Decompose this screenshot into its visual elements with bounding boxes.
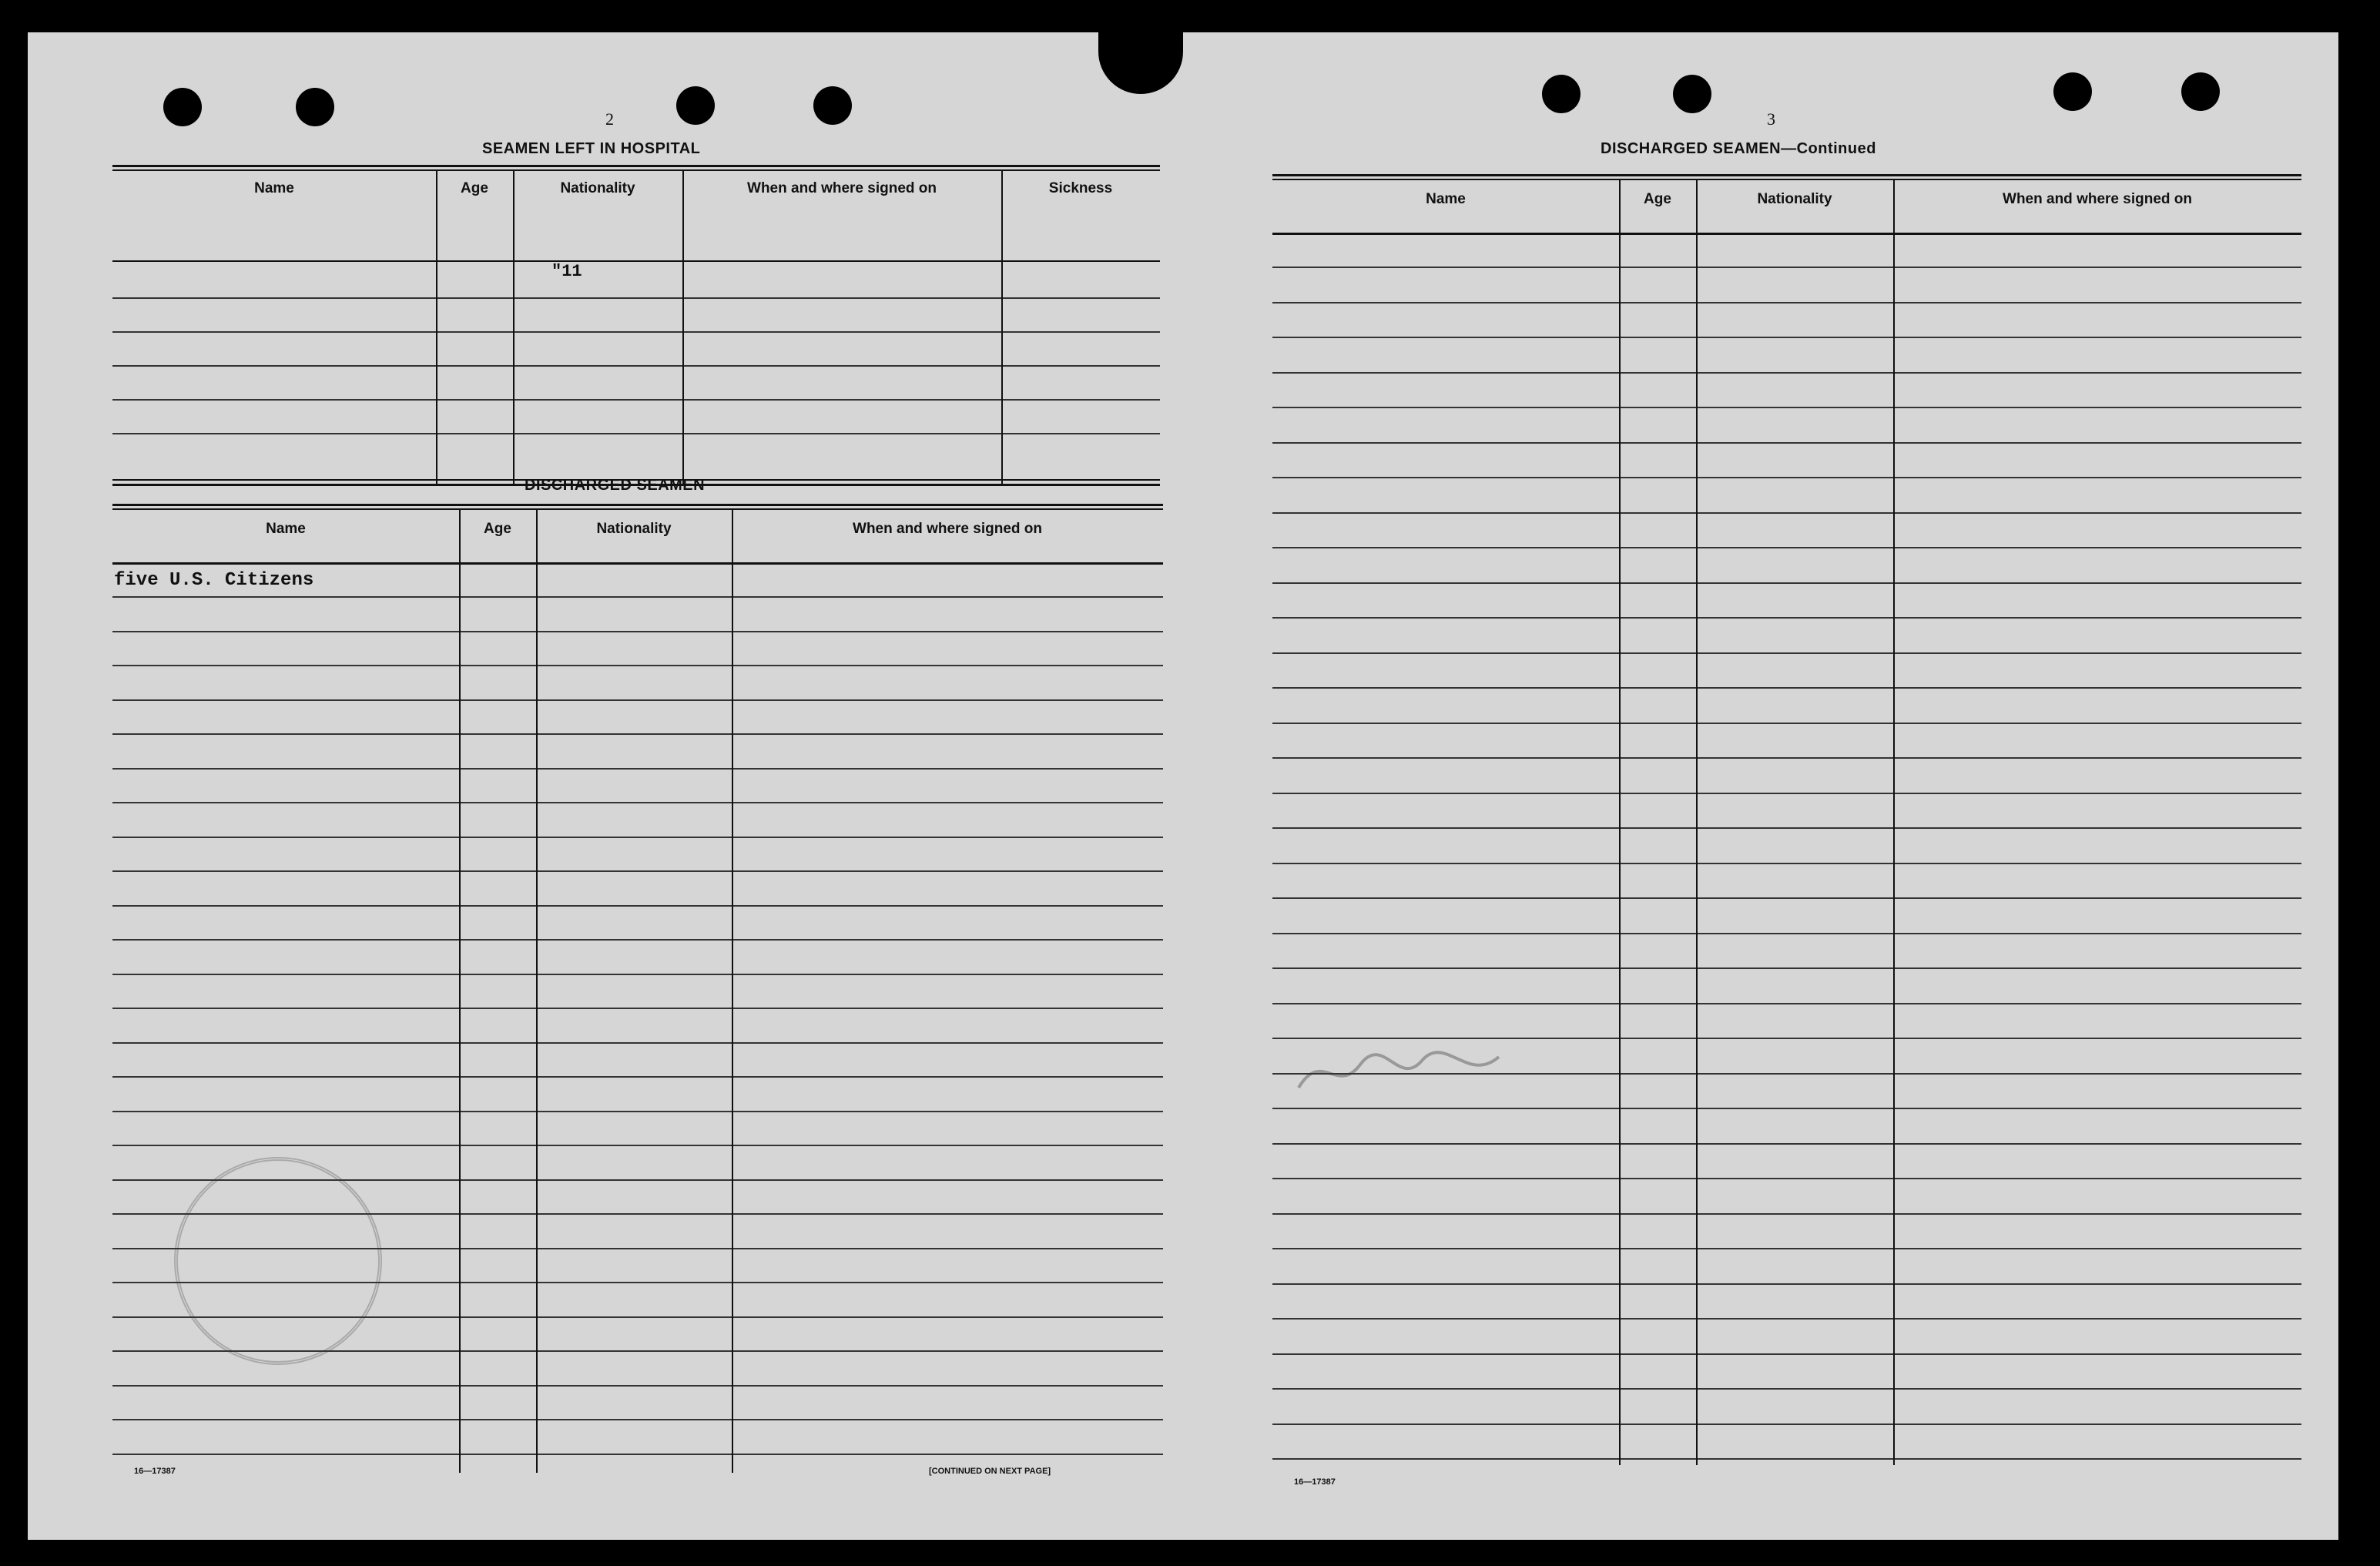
- ruled-line: [112, 802, 1163, 803]
- ruled-line: [1272, 863, 2301, 864]
- hospital-col-nationality: Nationality: [560, 180, 635, 196]
- ruled-line: [112, 1350, 1163, 1352]
- ruled-line: [112, 1419, 1163, 1420]
- ruled-line: [1272, 723, 2301, 724]
- hospital-col-signed-on: When and where signed on: [747, 180, 937, 196]
- punch-hole: [1673, 75, 1711, 113]
- ruled-line: [1272, 933, 2301, 934]
- ruled-line: [112, 905, 1163, 907]
- ruled-line: [112, 1076, 1163, 1078]
- discharged-col-name: Name: [266, 521, 306, 537]
- punch-hole: [2181, 72, 2220, 111]
- ruled-line: [1272, 897, 2301, 899]
- cont-col-name: Name: [1426, 191, 1466, 207]
- discharged-col-signed-on: When and where signed on: [853, 521, 1042, 537]
- discharged-continued-title: [1601, 140, 1876, 158]
- ruled-line: [112, 837, 1163, 838]
- page-number-left: 2: [605, 109, 614, 129]
- ruled-line: [112, 870, 1163, 872]
- ruled-line: [1272, 372, 2301, 374]
- ruled-line: [1272, 547, 2301, 548]
- hospital-col-age: Age: [461, 180, 488, 196]
- hospital-col-name: Name: [254, 180, 294, 196]
- ruled-line: [112, 699, 1163, 701]
- discharged-continued-table: [1272, 174, 2301, 1473]
- ruled-line: [112, 1008, 1163, 1009]
- punch-hole: [163, 88, 202, 126]
- ruled-line: [112, 1213, 1163, 1215]
- ruled-line: [112, 1179, 1163, 1181]
- ruled-line: [1272, 1108, 2301, 1109]
- ruled-line: [112, 1145, 1163, 1146]
- ruled-line: [1272, 687, 2301, 689]
- ruled-line: [1272, 1003, 2301, 1004]
- ruled-line: [1272, 1458, 2301, 1460]
- ruled-line: [1272, 827, 2301, 829]
- ruled-line: [112, 1454, 1163, 1455]
- ruled-line: [1272, 1388, 2301, 1390]
- ruled-line: [1272, 407, 2301, 408]
- ruled-line: [1272, 1283, 2301, 1285]
- ruled-line: [1272, 582, 2301, 584]
- document-sheet: [28, 32, 2338, 1540]
- ruled-line: [1272, 442, 2301, 444]
- discharged-col-nationality: Nationality: [596, 521, 672, 537]
- punch-hole: [1542, 75, 1581, 113]
- discharged-continued-suffix: —Continued: [1781, 140, 1876, 157]
- discharged-continued-title-main: DISCHARGED SEAMEN: [1601, 140, 1782, 157]
- ruled-line: [112, 768, 1163, 770]
- hospital-table: [112, 165, 1160, 488]
- ruled-line: [1272, 302, 2301, 303]
- cont-col-nationality: Nationality: [1757, 191, 1832, 207]
- ruled-line: [112, 596, 1163, 598]
- ruled-line: [112, 631, 1163, 632]
- ruled-line: [1272, 1248, 2301, 1249]
- ruled-line: [1272, 1318, 2301, 1320]
- ruled-line: [1272, 1178, 2301, 1179]
- torn-notch: [1098, 25, 1183, 94]
- punch-hole: [676, 86, 715, 125]
- punch-hole: [813, 86, 852, 125]
- ruled-line: [112, 1385, 1163, 1387]
- ruled-line: [1272, 757, 2301, 759]
- ruled-line: [112, 1316, 1163, 1318]
- ruled-line: [1272, 617, 2301, 619]
- hospital-section-title: SEAMEN LEFT IN HOSPITAL: [482, 140, 701, 157]
- cont-col-age: Age: [1644, 191, 1671, 207]
- ruled-line: [1272, 652, 2301, 654]
- ruled-line: [112, 733, 1163, 735]
- discharged-section-title: DISCHARGED SEAMEN: [525, 477, 706, 494]
- ruled-line: [112, 1111, 1163, 1112]
- hospital-entry: "11: [551, 262, 582, 281]
- discharged-entry: five U.S. Citizens: [114, 570, 314, 591]
- ruled-line: [1272, 1073, 2301, 1075]
- ruled-line: [1272, 337, 2301, 338]
- ruled-line: [1272, 793, 2301, 794]
- ruled-line: [112, 939, 1163, 941]
- ruled-line: [112, 974, 1163, 975]
- hospital-col-sickness: Sickness: [1048, 180, 1113, 196]
- ruled-line: [112, 1282, 1163, 1283]
- bleed-through-text: [174, 132, 184, 169]
- ruled-line: [1272, 1423, 2301, 1425]
- ruled-line: [1272, 967, 2301, 969]
- punch-hole: [296, 88, 334, 126]
- ruled-line: [112, 665, 1163, 666]
- continued-note: [CONTINUED ON NEXT PAGE]: [929, 1467, 1051, 1476]
- page-number-right: 3: [1767, 109, 1775, 129]
- ruled-line: [112, 1042, 1163, 1044]
- form-number-right: 16—17387: [1294, 1477, 1336, 1487]
- ruled-line: [1272, 477, 2301, 478]
- discharged-col-age: Age: [484, 521, 511, 537]
- ruled-line: [1272, 267, 2301, 268]
- ruled-line: [1272, 1038, 2301, 1039]
- ruled-line: [1272, 1143, 2301, 1145]
- cont-col-signed-on: When and where signed on: [2003, 191, 2192, 207]
- form-number-left: 16—17387: [134, 1467, 176, 1476]
- ruled-line: [1272, 1213, 2301, 1215]
- ruled-line: [1272, 1353, 2301, 1355]
- discharged-table: [112, 504, 1163, 1476]
- ruled-line: [112, 1248, 1163, 1249]
- ruled-line: [1272, 512, 2301, 514]
- punch-hole: [2053, 72, 2092, 111]
